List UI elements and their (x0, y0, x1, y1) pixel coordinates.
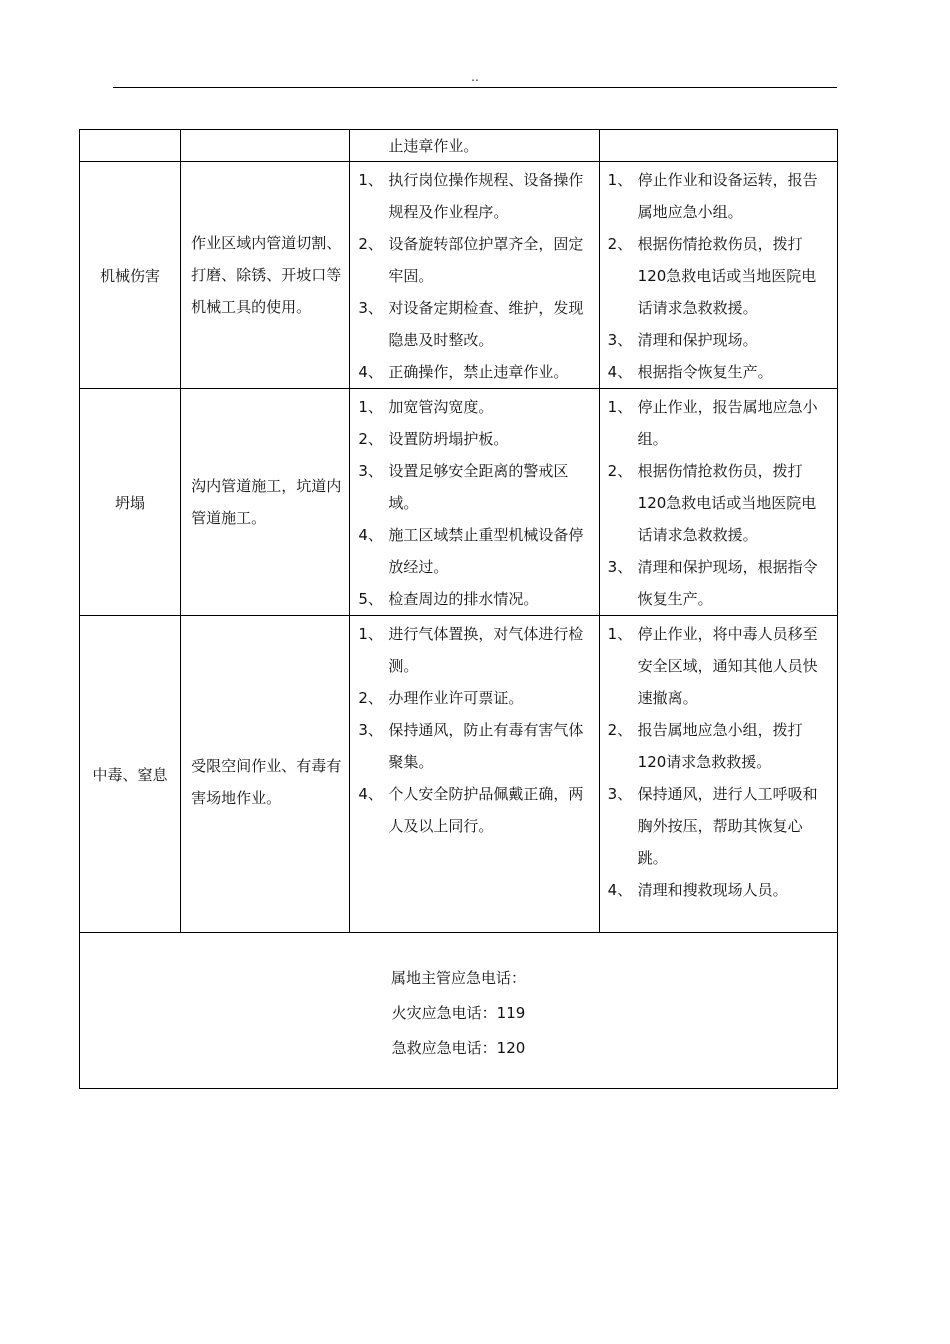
item-text: 设备旋转部位护罩齐全，固定牢固。 (388, 235, 584, 285)
item-number: 2、 (358, 235, 383, 253)
table-row (80, 616, 838, 933)
responses-list (600, 616, 837, 906)
list-item (358, 519, 592, 583)
item-number: 1、 (607, 171, 633, 189)
item-number: 2、 (358, 430, 383, 448)
emergency-response (599, 389, 837, 616)
measures-list (350, 162, 598, 388)
item-number: 2、 (607, 235, 633, 253)
list-item (608, 391, 831, 455)
measures-continuation-text: 止违章作业。 (388, 137, 479, 155)
list-item (608, 618, 831, 714)
response-cell-empty (599, 130, 837, 162)
item-text: 清理和保护现场，根据指令恢复生产。 (637, 558, 818, 608)
item-number: 1、 (358, 171, 383, 189)
item-text: 执行岗位操作规程、设备操作规程及作业程序。 (388, 171, 584, 221)
footer-row (80, 933, 838, 1089)
item-text: 保持通风，进行人工呼吸和胸外按压，帮助其恢复心跳。 (637, 785, 818, 867)
item-number: 4、 (358, 785, 383, 803)
item-text: 停止作业，报告属地应急小组。 (637, 398, 818, 448)
item-text: 办理作业许可票证。 (388, 689, 524, 707)
first-aid-phone: 急救应急电话：120 (391, 1039, 526, 1057)
item-number: 5、 (358, 590, 383, 608)
list-item (358, 356, 592, 388)
list-item (358, 292, 592, 356)
list-item (358, 618, 592, 682)
item-number: 2、 (607, 462, 633, 480)
item-text: 保持通风，防止有毒有害气体聚集。 (388, 721, 584, 771)
header-rule (113, 87, 837, 88)
item-number: 4、 (358, 526, 383, 544)
item-text: 清理和搜救现场人员。 (637, 881, 788, 899)
item-text: 加宽管沟宽度。 (388, 398, 494, 416)
item-text: 施工区域禁止重型机械设备停放经过。 (388, 526, 584, 576)
item-number: 1、 (358, 398, 383, 416)
item-text: 个人安全防护品佩戴正确，两人及以上同行。 (388, 785, 584, 835)
list-item (608, 551, 831, 615)
item-text: 报告属地应急小组，拨打120请求急救救援。 (637, 721, 803, 771)
item-number: 3、 (607, 558, 633, 576)
emergency-response (599, 162, 837, 389)
item-text: 停止作业和设备运转，报告属地应急小组。 (637, 171, 818, 221)
header-mark: .. (471, 70, 479, 84)
responses-list (600, 389, 837, 615)
prevention-measures (350, 162, 599, 389)
responses-list (600, 162, 837, 388)
hazard-name: 机械伤害 (80, 162, 181, 389)
hazard-table (79, 129, 838, 1089)
item-number: 3、 (358, 721, 383, 739)
item-number: 3、 (607, 785, 633, 803)
item-text: 设置足够安全距离的警戒区域。 (388, 462, 569, 512)
item-number: 4、 (607, 881, 633, 899)
item-text: 清理和保护现场。 (637, 331, 758, 349)
table-row (80, 389, 838, 616)
item-number: 1、 (607, 625, 633, 643)
item-number: 4、 (358, 363, 383, 381)
list-item (608, 874, 831, 906)
list-item (358, 228, 592, 292)
list-item (358, 778, 592, 842)
list-item (358, 583, 592, 615)
list-item (608, 778, 831, 874)
item-number: 1、 (607, 398, 633, 416)
list-item (358, 164, 592, 228)
list-item (608, 455, 831, 551)
list-item (608, 714, 831, 778)
item-number: 2、 (358, 689, 383, 707)
item-number: 1、 (358, 625, 383, 643)
hazard-name: 中毒、窒息 (80, 616, 181, 933)
prevention-measures (350, 389, 599, 616)
list-item (358, 423, 592, 455)
item-number: 3、 (358, 462, 383, 480)
measures-continuation (350, 130, 599, 162)
list-item (358, 455, 592, 519)
item-text: 进行气体置换，对气体进行检测。 (388, 625, 584, 675)
list-item (358, 682, 592, 714)
list-item (608, 356, 831, 388)
list-item (358, 714, 592, 778)
item-number: 3、 (607, 331, 633, 349)
continuation-row (80, 130, 838, 162)
table-row (80, 162, 838, 389)
work-scene: 受限空间作业、有毒有害场地作业。 (181, 616, 350, 933)
list-item (608, 164, 831, 228)
emergency-response (599, 616, 837, 933)
item-text: 根据伤情抢救伤员，拨打120急救电话或当地医院电话请求急救救援。 (637, 235, 817, 317)
measures-list (350, 616, 598, 842)
list-item (608, 324, 831, 356)
work-scene: 作业区域内管道切割、打磨、除锈、开坡口等机械工具的使用。 (181, 162, 350, 389)
fire-emergency-phone: 火灾应急电话：119 (391, 1004, 526, 1022)
prevention-measures (350, 616, 599, 933)
list-item (608, 228, 831, 324)
work-scene: 沟内管道施工，坑道内管道施工。 (181, 389, 350, 616)
emergency-contacts (80, 933, 838, 1089)
item-number: 4、 (607, 363, 633, 381)
item-text: 正确操作，禁止违章作业。 (388, 363, 569, 381)
item-text: 设置防坍塌护板。 (388, 430, 509, 448)
item-text: 根据指令恢复生产。 (637, 363, 773, 381)
list-item (358, 391, 592, 423)
site-supervisor-phone: 属地主管应急电话： (390, 969, 526, 987)
item-text: 检查周边的排水情况。 (388, 590, 539, 608)
scene-cell-empty (181, 130, 350, 162)
measures-list (350, 389, 598, 615)
item-text: 根据伤情抢救伤员，拨打120急救电话或当地医院电话请求急救救援。 (637, 462, 817, 544)
hazard-name: 坍塌 (80, 389, 181, 616)
item-number: 2、 (607, 721, 633, 739)
item-text: 停止作业，将中毒人员移至安全区域，通知其他人员快速撤离。 (637, 625, 818, 707)
item-number: 3、 (358, 299, 383, 317)
hazard-cell-empty (80, 130, 181, 162)
item-text: 对设备定期检查、维护，发现隐患及时整改。 (388, 299, 584, 349)
